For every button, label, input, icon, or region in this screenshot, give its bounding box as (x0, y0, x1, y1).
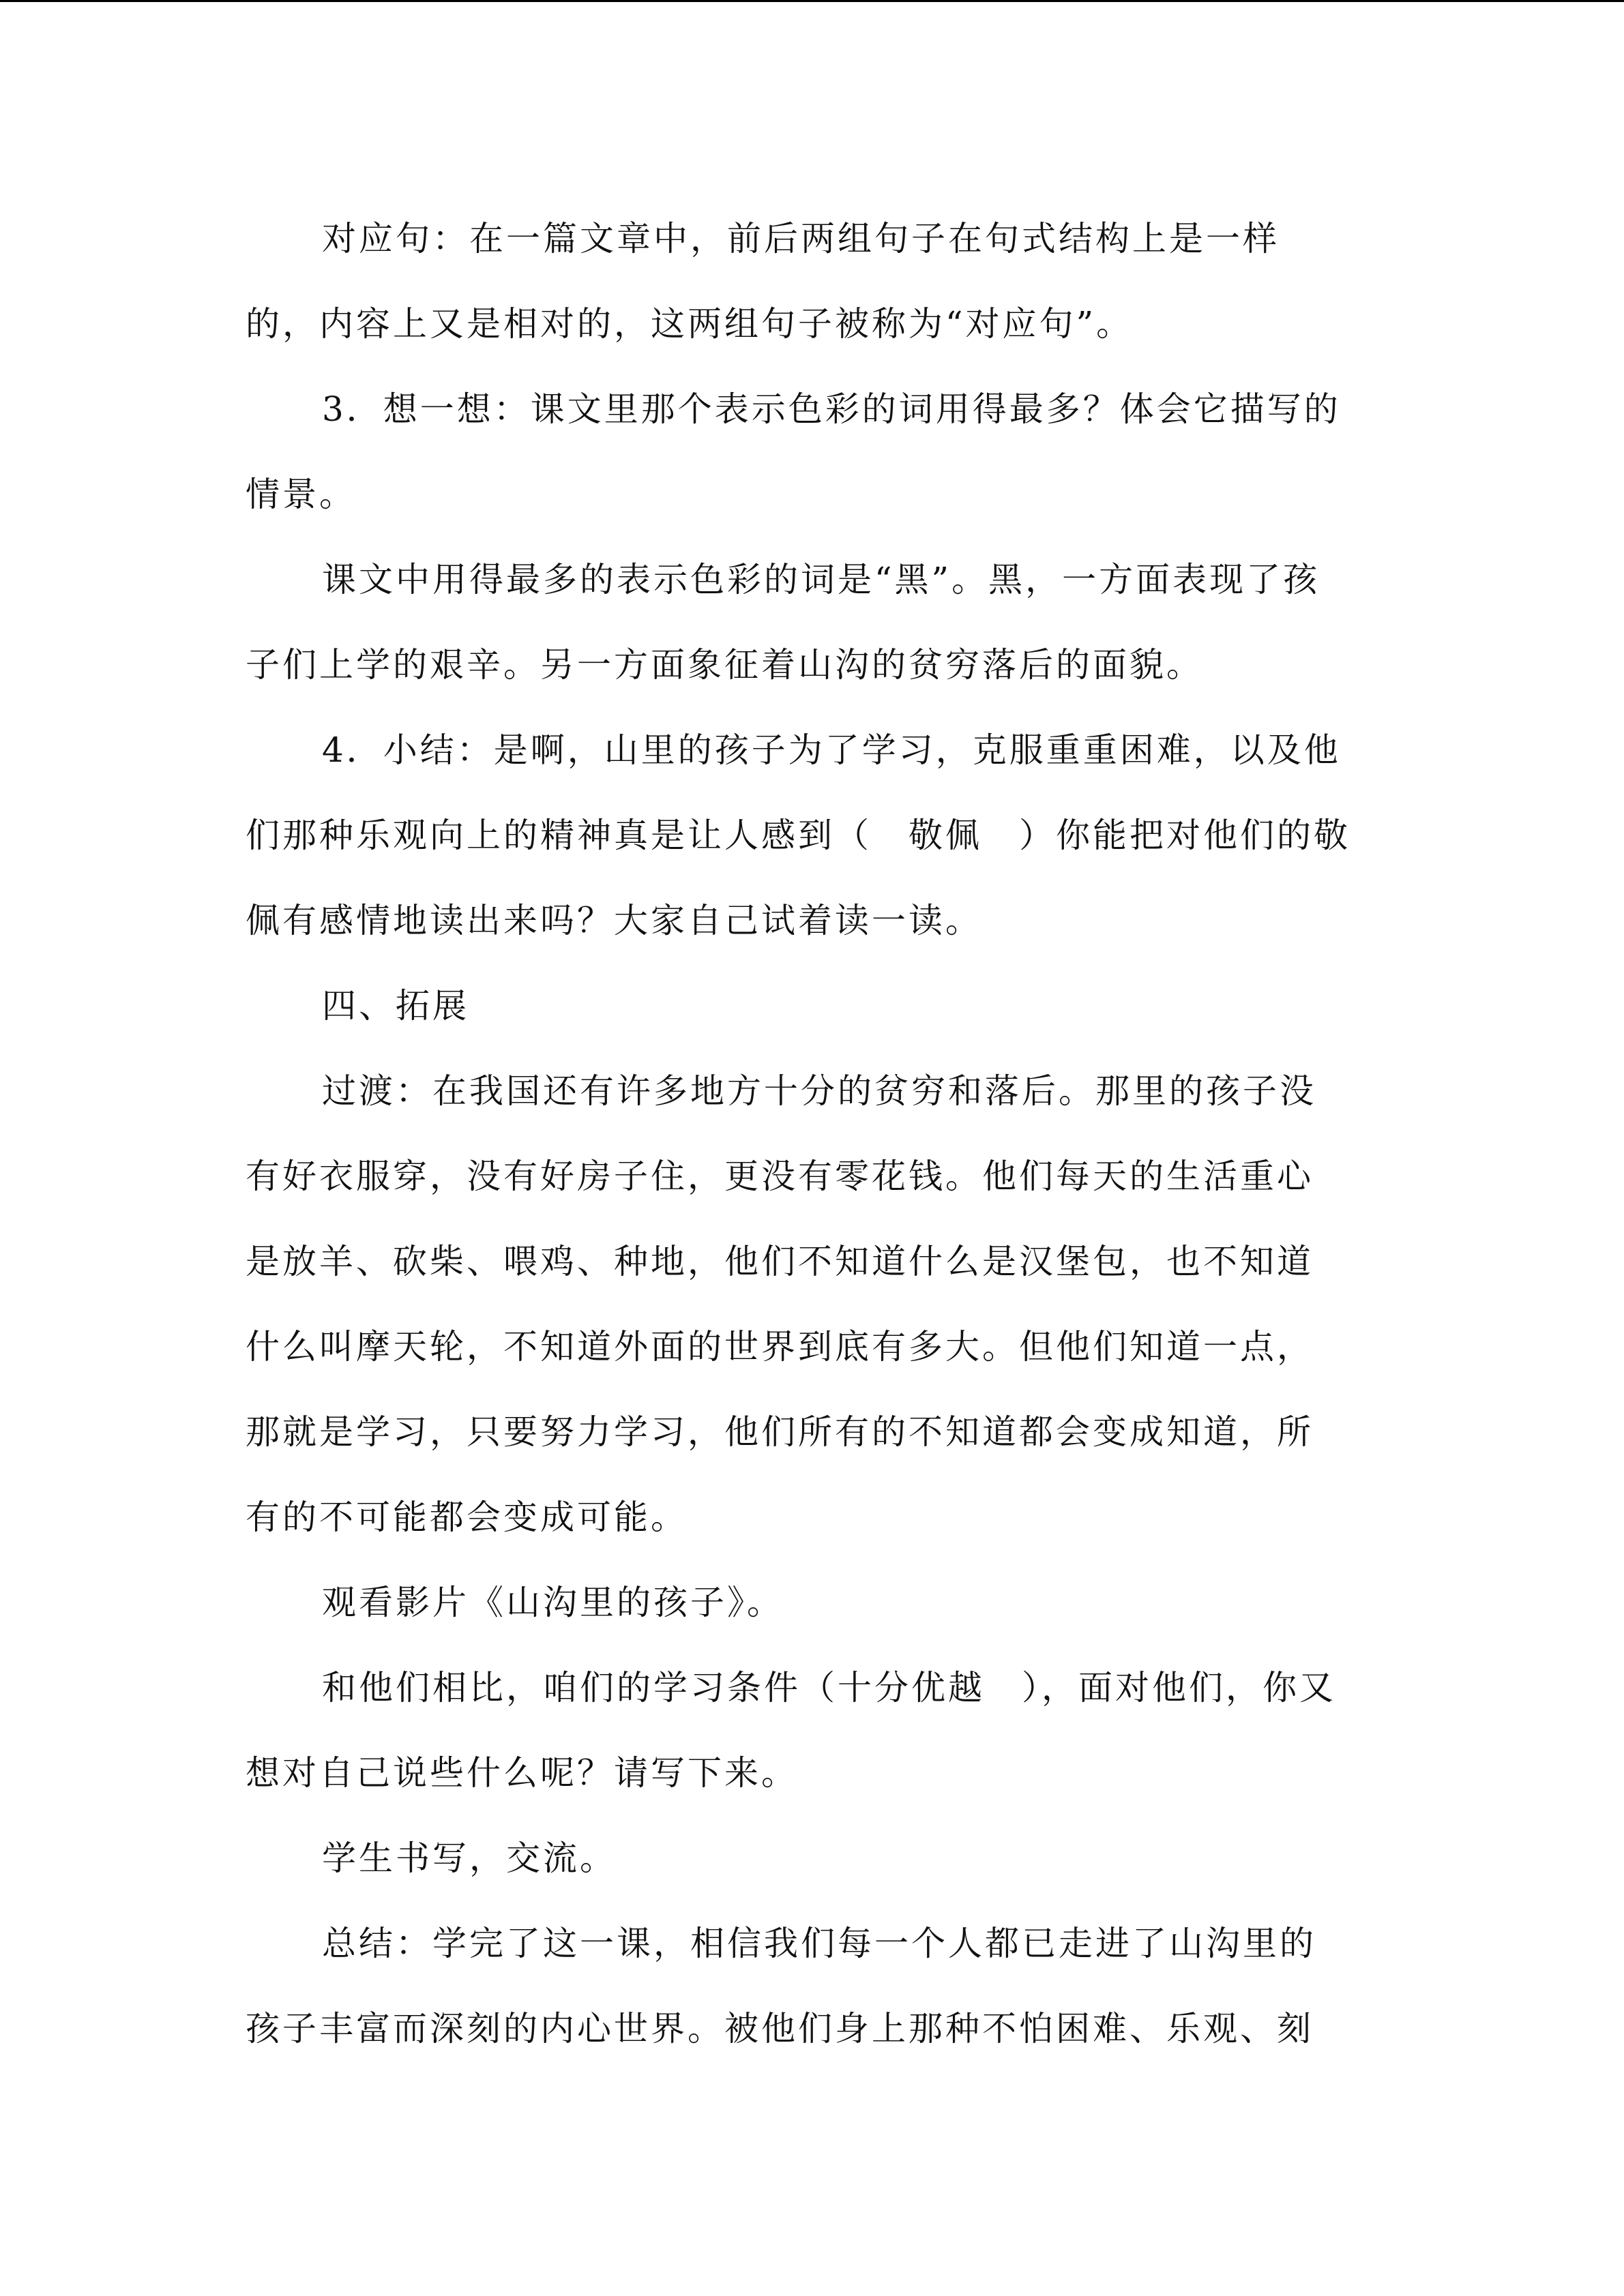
paragraph-line-1: 对应句：在一篇文章中，前后两组句子在句式结构上是一样 (322, 219, 1280, 258)
paragraph-line-21: 总结：学完了这一课，相信我们每一个人都已走进了山沟里的 (322, 1924, 1316, 1963)
paragraph-line-5: 课文中用得最多的表示色彩的词是“黑”。黑，一方面表现了孩 (322, 560, 1320, 599)
paragraph-line-9: 佩有感情地读出来吗？大家自己试着读一读。 (246, 901, 982, 940)
paragraph-line-18: 和他们相比，咱们的学习条件（十分优越 ），面对他们，你又 (322, 1668, 1336, 1708)
paragraph-line-14: 什么叫摩天轮，不知道外面的世界到底有多大。但他们知道一点， (246, 1327, 1314, 1367)
paragraph-line-11: 过渡：在我国还有许多地方十分的贫穷和落后。那里的孩子没 (322, 1071, 1316, 1111)
paragraph-line-3: 3．想一想：课文里那个表示色彩的词用得最多？体会它描写的 (322, 389, 1341, 429)
paragraph-line-6: 子们上学的艰辛。另一方面象征着山沟的贫穷落后的面貌。 (246, 645, 1203, 685)
paragraph-line-2: 的，内容上又是相对的，这两组句子被称为“对应句”。 (246, 304, 1134, 344)
paragraph-line-20: 学生书写，交流。 (322, 1838, 617, 1878)
section-heading: 四、拓展 (322, 986, 469, 1026)
paragraph-line-15: 那就是学习，只要努力学习，他们所有的不知道都会变成知道，所 (246, 1412, 1314, 1452)
paragraph-line-17: 观看影片《山沟里的孩子》。 (322, 1583, 784, 1622)
paragraph-line-7: 4．小结：是啊，山里的孩子为了学习，克服重重困难，以及他 (322, 730, 1341, 770)
paragraph-line-22: 孩子丰富而深刻的内心世界。被他们身上那种不怕困难、乐观、刻 (246, 2009, 1314, 2048)
paragraph-line-19: 想对自己说些什么呢？请写下来。 (246, 1753, 798, 1793)
paragraph-line-13: 是放羊、砍柴、喂鸡、种地，他们不知道什么是汉堡包，也不知道 (246, 1242, 1314, 1281)
paragraph-line-16: 有的不可能都会变成可能。 (246, 1497, 688, 1537)
paragraph-line-12: 有好衣服穿，没有好房子住，更没有零花钱。他们每天的生活重心 (246, 1157, 1314, 1196)
paragraph-line-4: 情景。 (246, 475, 356, 514)
paragraph-line-8: 们那种乐观向上的精神真是让人感到（ 敬佩 ）你能把对他们的敬 (246, 816, 1350, 855)
